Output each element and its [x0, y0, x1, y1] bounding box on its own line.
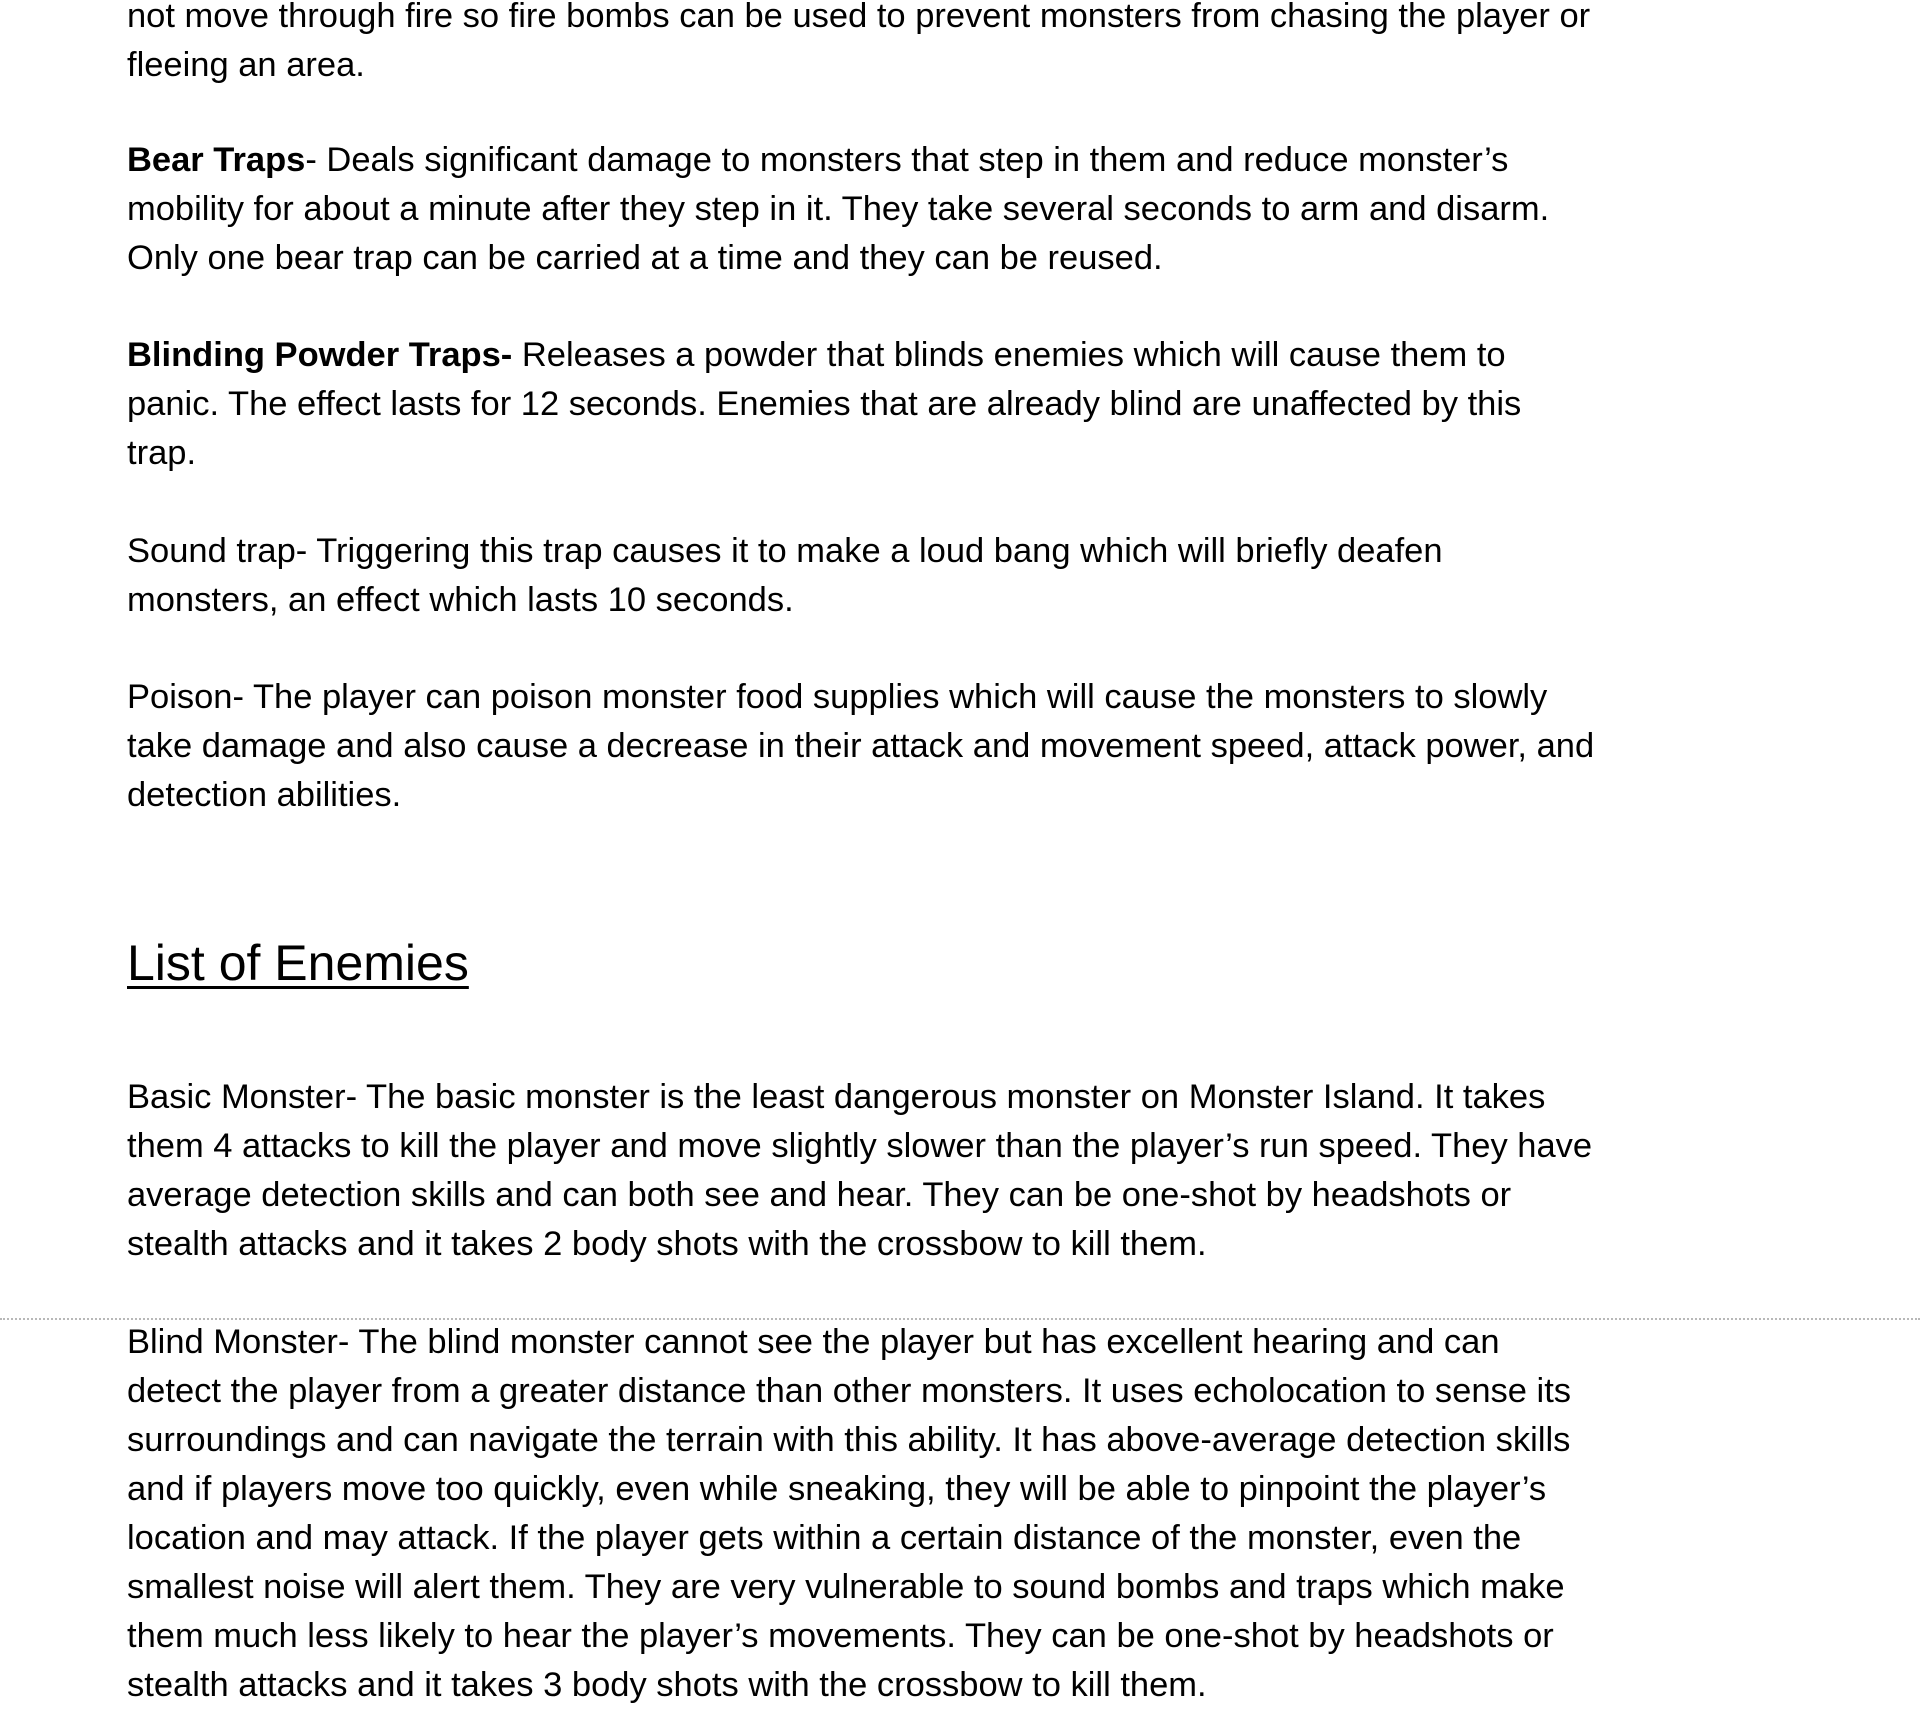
basic-monster-paragraph: Basic Monster- The basic monster is the least dangerous monster on Monster Island. It takes them 4 attacks to kill the player and move slightly slower than the player’s run speed. They have average detection skills and can both see and hear. They can be one-shot by headshots or stealth attacks and it takes 2 body shots with the crossbow to kill them.: [127, 1078, 1593, 1263]
bear-traps-paragraph: [127, 136, 1727, 283]
blind-monster-paragraph: Blind Monster- The blind monster cannot see the player but has excellent hearing and can detect the player from a greater distance than other monsters. It uses echolocation to sense its surroundings and can navigate the terrain with this ability. It has above-average detection skills and if players move too quickly, even while sneaking, they will be able to pinpoint the player’s location and may attack. If the player gets within a certain distance of the monster, even the smallest noise will alert them. They are very vulnerable to sound bombs and traps which make them much less likely to hear the player’s movements. They can be one-shot by headshots or stealth attacks and it takes 3 body shots with the crossbow to kill them.: [127, 1323, 1572, 1704]
fire-bombs-paragraph-tail: not move through fire so fire bombs can be used to prevent monsters from chasing the player or fleeing an area.: [127, 0, 1591, 84]
blinding-powder-traps-term: Blinding Powder Traps-: [127, 336, 513, 374]
blinding-powder-traps-description: Releases a powder that blinds enemies which will cause them to panic. The effect lasts for 12 seconds. Enemies that are already blind are unaffected by this trap.: [127, 336, 1522, 472]
bear-traps-description: - Deals significant damage to monsters that step in them and reduce monster’s mobility for about a minute after they step in it. They take several seconds to arm and disarm. Only one bear trap can be carried at a time and they can be reused.: [127, 141, 1550, 277]
sound-trap-paragraph: Sound trap- Triggering this trap causes it to make a loud bang which will briefly deafen monsters, an effect which lasts 10 seconds.: [127, 532, 1443, 619]
list-of-enemies-heading: List of Enemies: [127, 935, 469, 991]
bear-traps-term: Bear Traps: [127, 141, 306, 179]
poison-paragraph: Poison- The player can poison monster food supplies which will cause the monsters to slowly take damage and also cause a decrease in their attack and movement speed, attack power, and detection abilities.: [127, 678, 1595, 814]
blinding-powder-traps-paragraph: [127, 331, 1727, 478]
